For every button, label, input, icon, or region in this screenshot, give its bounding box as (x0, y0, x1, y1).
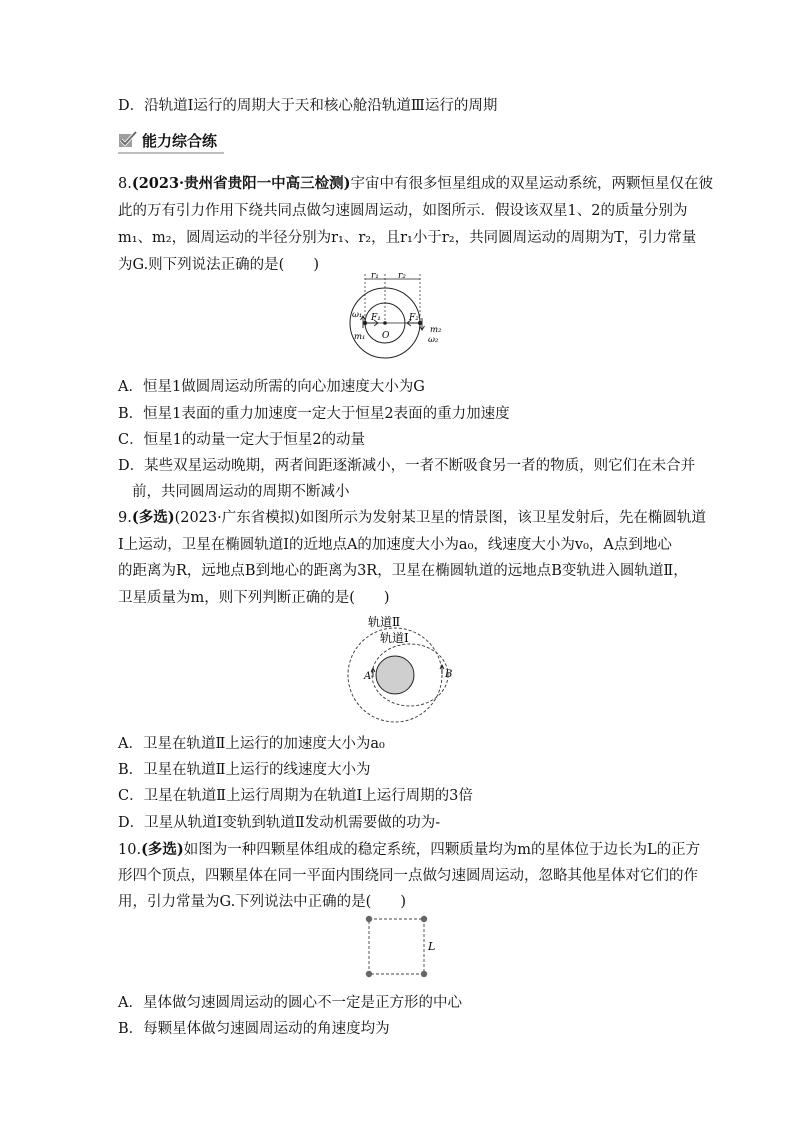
q9-option-c: C．卫星在轨道Ⅱ上运行周期为在轨道Ⅰ上运行周期的3倍 (118, 788, 473, 804)
q8-stem-line-3: m₁、m₂，圆周运动的半径分别为r₁、r₂，且r₁小于r₂，共同圆周运动的周期为T，引力常量 (118, 230, 697, 246)
q10-stem-text-1: 如图为一种四颗星体组成的稳定系统，四颗质量均为m的星体位于边长为L的正方 (183, 842, 701, 858)
q9-stem-line-1 (118, 508, 706, 528)
q8-stem-line-4: 为G.则下列说法正确的是( ) (118, 257, 319, 273)
q8-binary-star-figure (345, 268, 465, 362)
label-F2: F₂ (409, 313, 419, 323)
label-F1: F₁ (371, 313, 381, 323)
center-o-dot (383, 321, 387, 325)
q8-option-b: B．恒星1表面的重力加速度一定大于恒星2表面的重力加速度 (118, 406, 510, 422)
q9-stem-line-2: Ⅰ上运动，卫星在椭圆轨道Ⅰ的近地点A的加速度大小为a₀，线速度大小为v₀，A点到地心 (118, 537, 672, 553)
q8-stem-text-1: 宇宙中有很多恒星组成的双星运动系统，两颗恒星仅在彼 (350, 176, 713, 192)
q10-option-a: A．星体做匀速圆周运动的圆心不一定是正方形的中心 (118, 995, 462, 1011)
checkmark-icon (118, 131, 138, 149)
q10-stem-line-1 (118, 840, 700, 860)
q9-tag: (多选) (131, 509, 175, 526)
label-point-a: A (364, 671, 372, 682)
section-heading (118, 128, 217, 152)
q10-square-figure (362, 912, 442, 980)
star-bottom-left (366, 971, 372, 977)
label-orbit-2: 轨道Ⅱ (368, 615, 401, 629)
q9-orbit-figure (340, 614, 470, 726)
q9-option-a: A．卫星在轨道Ⅱ上运行的加速度大小为a₀ (118, 736, 385, 752)
earth-circle (376, 656, 414, 694)
star-top-left (366, 916, 372, 922)
label-m2: m₂ (430, 325, 442, 335)
q9-stem-line-3: 的距离为R，远地点B到地心的距离为3R，卫星在椭圆轨道的远地点B变轨进入圆轨道Ⅱ， (118, 563, 688, 579)
label-m1: m₁ (354, 332, 366, 342)
label-omega2: ω₂ (428, 335, 439, 345)
q10-stem-line-3: 用，引力常量为G.下列说法中正确的是( ) (118, 894, 406, 910)
label-side-l: L (428, 940, 436, 953)
q9-option-b: B．卫星在轨道Ⅱ上运行的线速度大小为 (118, 762, 371, 778)
q8-option-d-line-1: D．某些双星运动晚期，两者间距逐渐减小，一者不断吸食另一者的物质，则它们在未合并 (118, 458, 696, 474)
q8-option-d-line-2: 前，共同圆周运动的周期不断减小 (132, 484, 350, 500)
label-omega1: ω₁ (352, 310, 363, 320)
q9-number: 9. (118, 510, 132, 526)
label-r1: r₁ (371, 271, 379, 281)
q10-number: 10. (118, 842, 142, 858)
q7-option-d: D．沿轨道Ⅰ运行的周期大于天和核心舱沿轨道Ⅲ运行的周期 (118, 98, 498, 114)
label-O: O (382, 331, 390, 341)
star-1-dot (363, 321, 367, 325)
q8-number: 8. (118, 176, 132, 192)
label-orbit-1: 轨道Ⅰ (380, 631, 409, 645)
section-divider (118, 152, 224, 154)
q8-option-a: A．恒星1做圆周运动所需的向心加速度大小为G (118, 379, 425, 395)
q8-stem-line-2: 此的万有引力作用下绕共同点做匀速圆周运动，如图所示．假设该双星1、2的质量分别为 (118, 203, 688, 219)
point-b-arrow (440, 665, 444, 674)
star-top-right (421, 916, 427, 922)
q10-option-b: B．每颗星体做匀速圆周运动的角速度均为 (118, 1021, 390, 1037)
q8-source: (2023·贵州省贵阳一中高三检测) (131, 175, 351, 192)
q8-stem-line-1 (118, 174, 713, 194)
q9-stem-line-4: 卫星质量为m，则下列判断正确的是( ) (118, 590, 390, 606)
q10-stem-line-2: 形四个顶点，四颗星体在同一平面内围绕同一点做匀速圆周运动，忽略其他星体对它们的作 (118, 868, 698, 884)
q9-source: (2023·广东省模拟) (174, 510, 300, 526)
label-r2: r₂ (398, 271, 406, 281)
section-title: 能力综合练 (142, 131, 218, 150)
star-bottom-right (421, 971, 427, 977)
square-outline (369, 919, 424, 974)
q8-option-c: C．恒星1的动量一定大于恒星2的动量 (118, 432, 366, 448)
q9-stem-text-1: 如图所示为发射某卫星的情景图，该卫星发射后，先在椭圆轨道 (299, 510, 706, 526)
q10-tag: (多选) (141, 841, 184, 858)
q9-option-d: D．卫星从轨道Ⅰ变轨到轨道Ⅱ发动机需要做的功为- (118, 815, 441, 831)
label-point-b: B (445, 669, 453, 680)
